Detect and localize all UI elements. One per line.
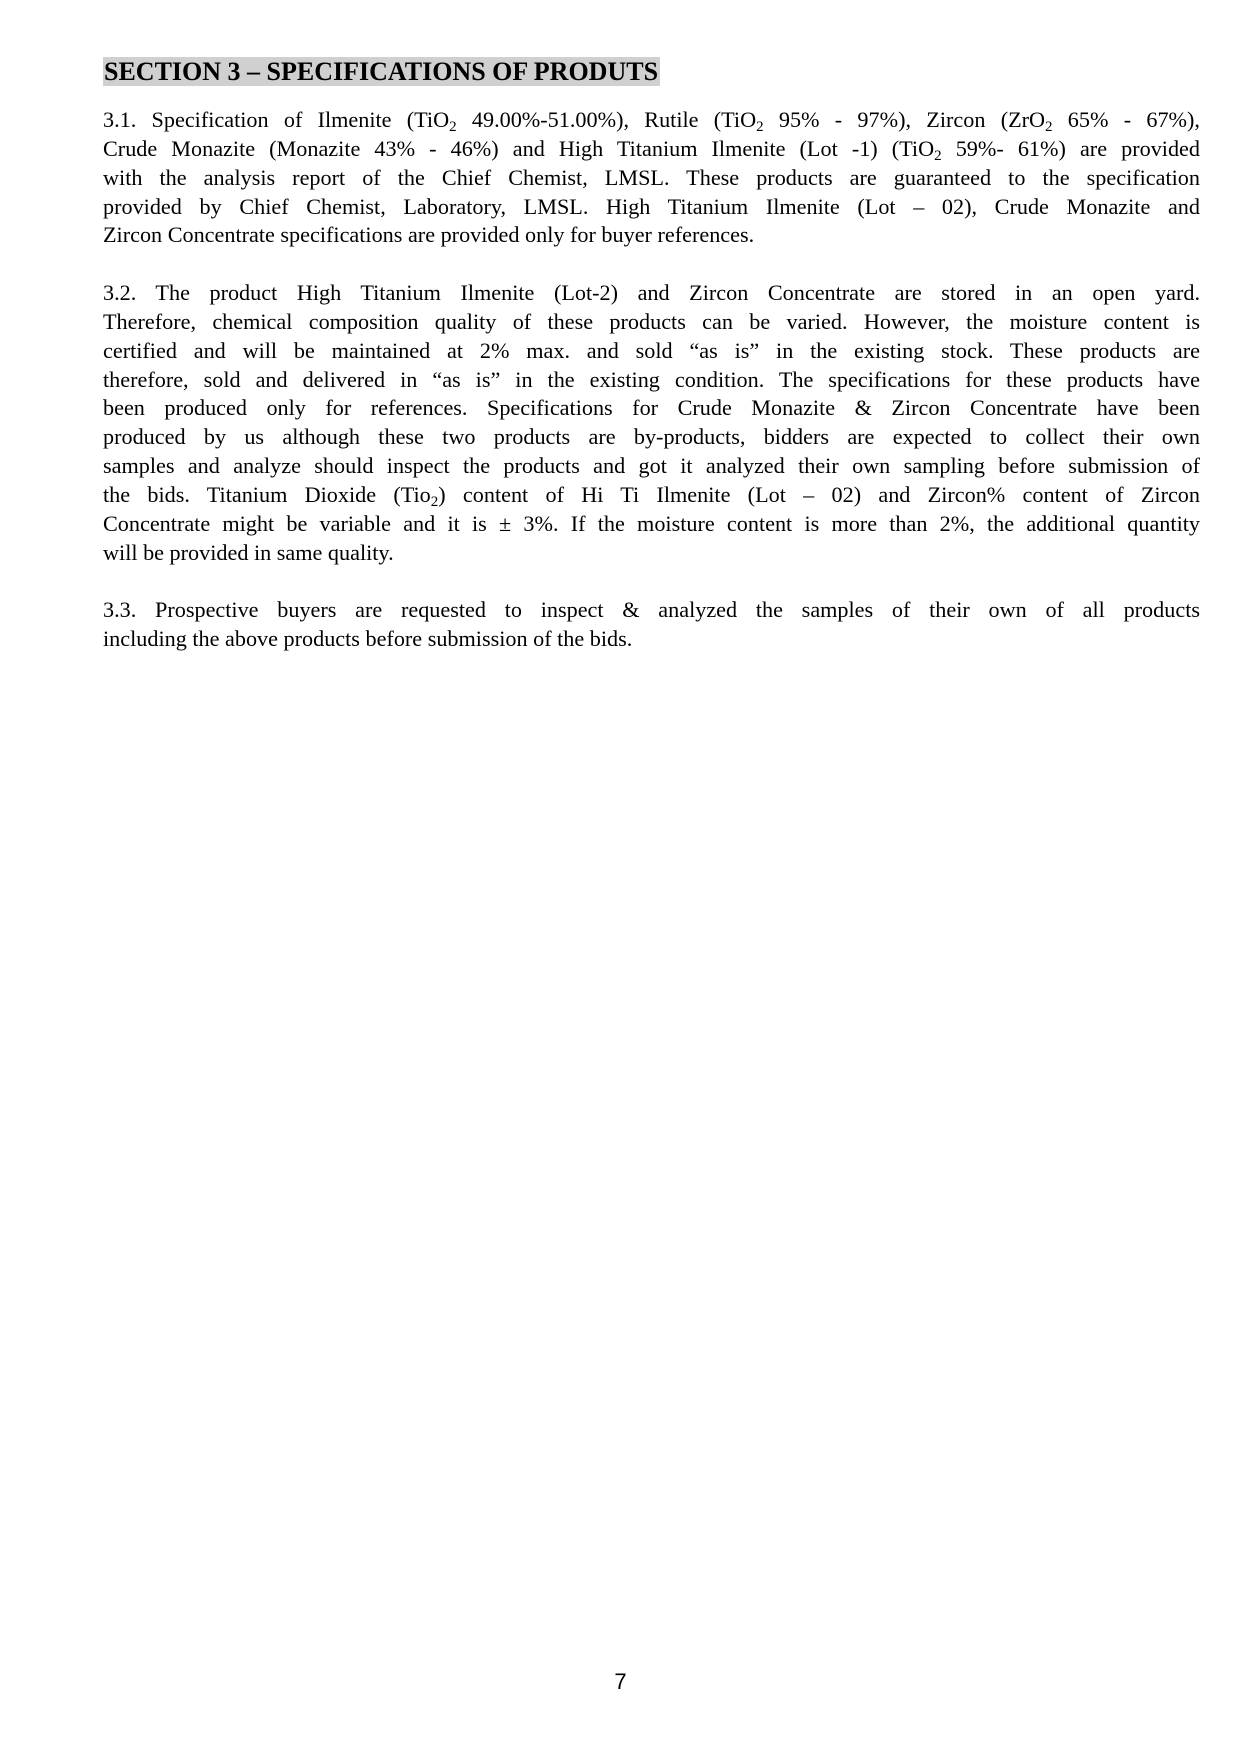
text-line: Zircon Concentrate specifications are provided only for buyer references.: [103, 222, 755, 248]
paragraph-3-2: [103, 279, 1200, 567]
text-line: therefore, sold and delivered in “as is” in the existing condition. The specifications for these products have: [103, 366, 1200, 392]
text-line: Therefore, chemical composition quality of these products can be varied. However, the moisture content is: [103, 308, 1200, 334]
text-line: certified and will be maintained at 2% max. and sold “as is” in the existing stock. These products are: [103, 337, 1200, 363]
text-line: the bids. Titanium Dioxide (Tio$_2$) content of Hi Ti Ilmenite (Lot – 02) and Zircon% content of Zircon: [103, 481, 1200, 510]
text-line: Concentrate might be variable and it is ± 3%. If the moisture content is more than 2%, the additional quantity: [103, 510, 1200, 536]
section-heading: [103, 55, 660, 89]
text-line: 3.2. The product High Titanium Ilmenite (Lot-2) and Zircon Concentrate are stored in an open yard.: [103, 280, 1200, 305]
text-line: samples and analyze should inspect the products and got it analyzed their own sampling before submission of: [103, 453, 1200, 479]
text-line: Crude Monazite (Monazite 43% - 46%) and High Titanium Ilmenite (Lot -1) (TiO$_2$ 59%- 61%) are provided: [103, 135, 1200, 164]
page-number: 7: [614, 1669, 627, 1694]
text-line: will be provided in same quality.: [103, 539, 394, 565]
paragraph-3-3: [103, 596, 1200, 654]
text-line: provided by Chief Chemist, Laboratory, LMSL. High Titanium Ilmenite (Lot – 02), Crude Monazite and: [103, 193, 1200, 219]
text-line: been produced only for references. Specifications for Crude Monazite & Zircon Concentrate have been: [103, 395, 1200, 421]
section-heading-text: SECTION 3 – SPECIFICATIONS OF PRODUTS: [104, 57, 659, 86]
text-line: produced by us although these two products are by-products, bidders are expected to collect their own: [103, 424, 1200, 450]
text-line: with the analysis report of the Chief Chemist, LMSL. These products are guaranteed to the specification: [103, 164, 1200, 190]
text-line: 3.1. Specification of Ilmenite (TiO$_2$ 49.00%-51.00%), Rutile (TiO$_2$ 95% - 97%), Zircon (ZrO$_2$ 65% - 67%),: [103, 107, 1200, 135]
paragraph-3-1: [103, 106, 1200, 250]
text-line: including the above products before submission of the bids.: [103, 625, 633, 651]
text-line: 3.3. Prospective buyers are requested to inspect & analyzed the samples of their own of all products: [103, 597, 1200, 622]
